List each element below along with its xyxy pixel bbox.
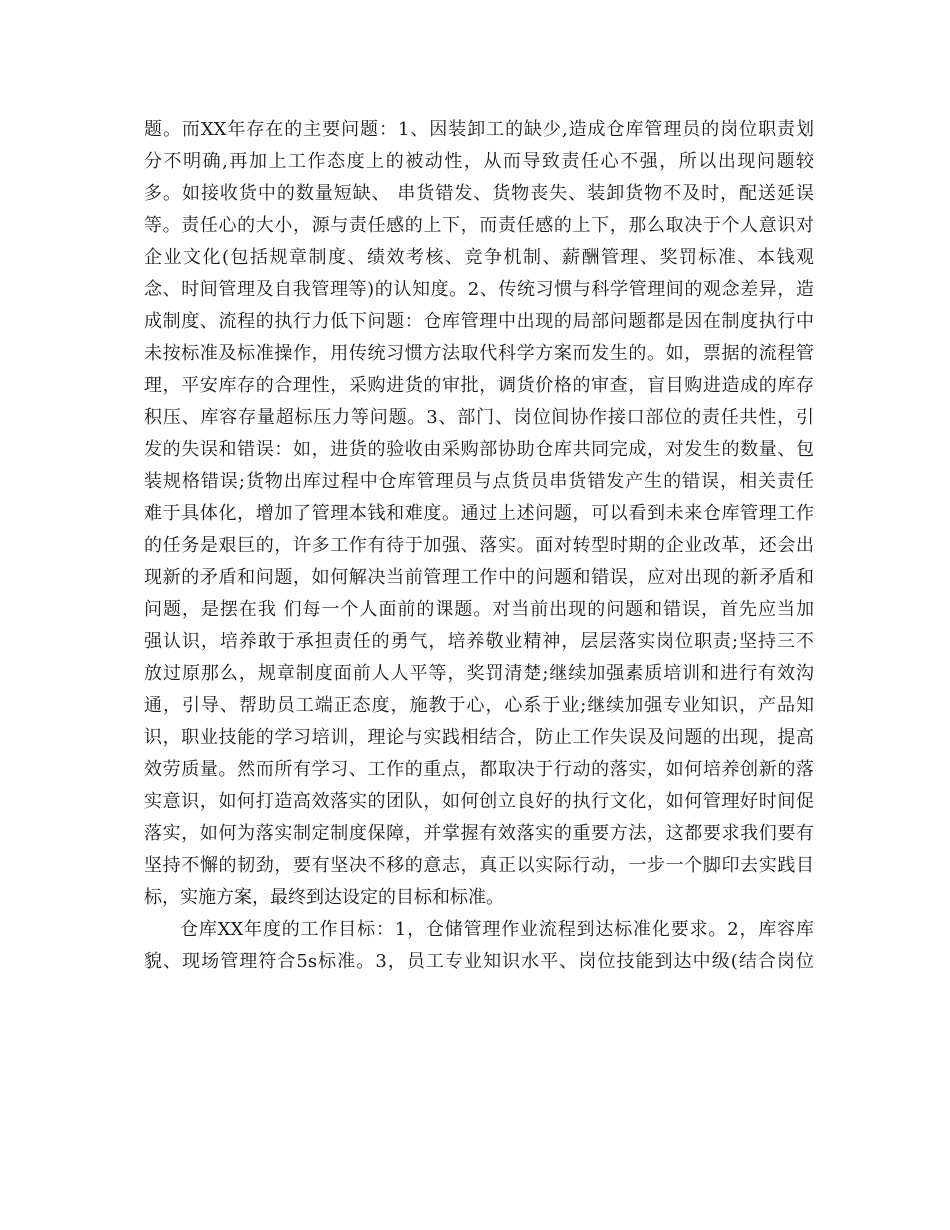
text-line: 问题，是摆在我 们每一个人面前的课题。对当前出现的问题和错误，首先应当加 <box>144 599 814 620</box>
text-line: 仓库XX年度的工作目标：1，仓储管理作业流程到达标准化要求。2，库容库 <box>180 919 814 940</box>
text-line: 的任务是艰巨的，许多工作有待于加强、落实。面对转型时期的企业改革，还会出 <box>144 535 814 556</box>
text-line: 装规格错误;货物出库过程中仓库管理员与点货员串货错发产生的错误，相关责任 <box>144 471 814 492</box>
text-line: 貌、现场管理符合5s标准。3，员工专业知识水平、岗位技能到达中级(结合岗位 <box>144 951 814 972</box>
paragraph-goals <box>144 914 814 978</box>
text-line: 识，职业技能的学习培训，理论与实践相结合，防止工作失误及问题的出现，提高 <box>144 727 814 748</box>
text-line: 通，引导、帮助员工端正态度，施教于心，心系于业;继续加强专业知识，产品知 <box>144 695 814 716</box>
text-line: 成制度、流程的执行力低下问题：仓库管理中出现的局部问题都是因在制度执行中 <box>144 311 814 332</box>
text-line: 效劳质量。然而所有学习、工作的重点，都取决于行动的落实，如何培养创新的落 <box>144 759 814 780</box>
text-line: 难于具体化，增加了管理本钱和难度。通过上述问题，可以看到未来仓库管理工作 <box>144 503 814 524</box>
text-line: 发的失误和错误：如，进货的验收由采购部协助仓库共同完成，对发生的数量、包 <box>144 439 814 460</box>
text-line: 落实，如何为落实制定制度保障，并掌握有效落实的重要方法，这都要求我们要有 <box>144 823 814 844</box>
text-line: 题。而XX年存在的主要问题：1、因装卸工的缺少,造成仓库管理员的岗位职责划 <box>144 119 814 140</box>
text-line: 分不明确,再加上工作态度上的被动性，从而导致责任心不强，所以出现问题较 <box>144 151 814 172</box>
text-line: 理，平安库存的合理性，采购进货的审批，调货价格的审查，盲目购进造成的库存 <box>144 375 814 396</box>
text-line: 企业文化(包括规章制度、绩效考核、竞争机制、薪酬管理、奖罚标准、本钱观 <box>144 247 814 268</box>
text-line: 未按标准及标准操作，用传统习惯方法取代科学方案而发生的。如，票据的流程管 <box>144 343 814 364</box>
text-line: 标，实施方案，最终到达设定的目标和标准。 <box>144 887 504 908</box>
text-line: 等。责任心的大小，源与责任感的上下，而责任感的上下，那么取决于个人意识对 <box>144 215 814 236</box>
body-text <box>144 114 814 978</box>
text-line: 放过原那么，规章制度面前人人平等，奖罚清楚;继续加强素质培训和进行有效沟 <box>144 663 814 684</box>
text-line: 积压、库容存量超标压力等问题。3、部门、岗位间协作接口部位的责任共性，引 <box>144 407 814 428</box>
paragraph-problems <box>144 114 814 914</box>
text-line: 坚持不懈的韧劲，要有坚决不移的意志，真正以实际行动，一步一个脚印去实践目 <box>144 855 814 876</box>
text-line: 现新的矛盾和问题，如何解决当前管理工作中的问题和错误，应对出现的新矛盾和 <box>144 567 814 588</box>
text-line: 实意识，如何打造高效落实的团队，如何创立良好的执行文化，如何管理好时间促 <box>144 791 814 812</box>
text-line: 多。如接收货中的数量短缺、 串货错发、货物丧失、装卸货物不及时，配送延误 <box>144 183 814 204</box>
text-line: 念、时间管理及自我管理等)的认知度。2、传统习惯与科学管理间的观念差异，造 <box>144 279 814 300</box>
text-line: 强认识，培养敢于承担责任的勇气，培养敬业精神，层层落实岗位职责;坚持三不 <box>144 631 814 652</box>
